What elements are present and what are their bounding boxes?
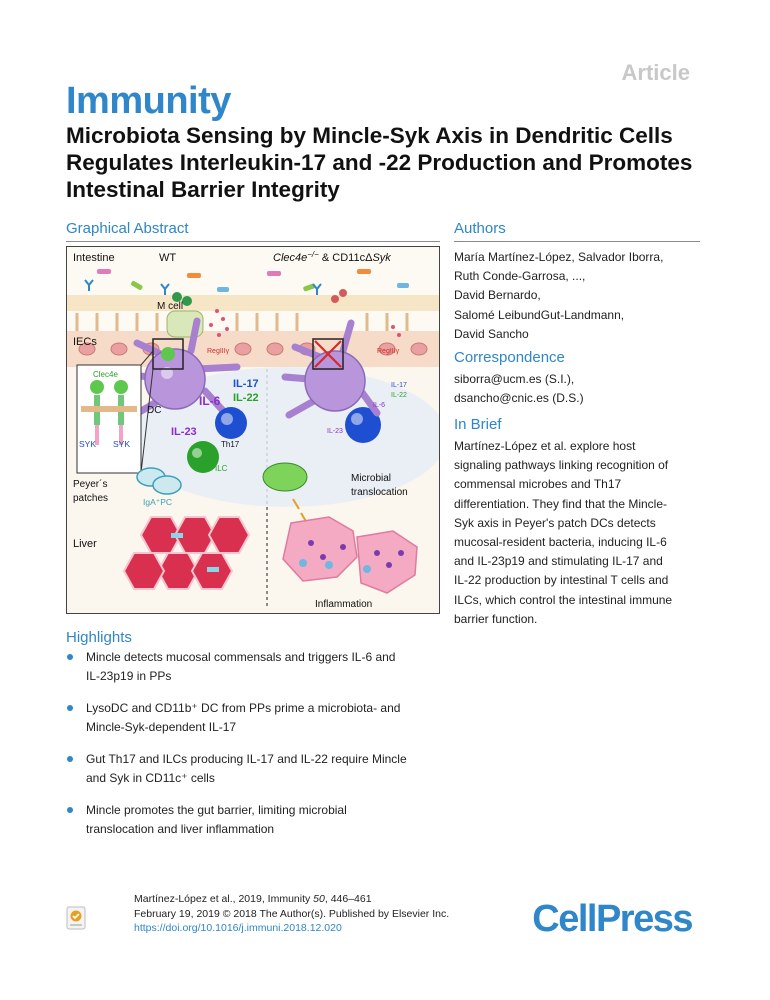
label-il22: IL-22	[233, 392, 259, 404]
label-peyers-1: Peyer´s	[73, 479, 108, 490]
correspondence-heading: Correspondence	[454, 349, 565, 366]
label-liver: Liver	[73, 538, 97, 550]
label-il23-small: IL-23	[327, 428, 343, 435]
in-brief-text	[454, 437, 724, 629]
article-type-label: Article	[621, 60, 690, 85]
highlights-list	[66, 648, 438, 852]
graphical-abstract-illustration	[67, 247, 439, 613]
label-m-cell: M cell	[157, 301, 184, 312]
label-peyers-2: patches	[73, 493, 109, 504]
label-il22-small: IL-22	[391, 392, 407, 399]
journal-name: Immunity	[66, 80, 231, 122]
in-brief-heading: In Brief	[454, 416, 502, 433]
highlight-item: Mincle promotes the gut barrier, limiting microbial translocation and liver inflammation	[66, 801, 438, 838]
in-brief-line: IL-22 production by intestinal T cells and	[454, 573, 669, 588]
doi-link[interactable]: https://doi.org/10.1016/j.immuni.2018.12.020	[134, 922, 342, 934]
in-brief-line: commensal microbes and Th17	[454, 477, 622, 492]
mucus-layer	[67, 295, 439, 311]
author-line: Ruth Conde-Garrosa, ...,	[454, 269, 586, 284]
label-syk-right: SYK	[113, 439, 131, 449]
in-brief-line: mucosal-resident bacteria, inducing IL-6	[454, 535, 667, 550]
citation-block	[134, 892, 449, 936]
label-il17-small: IL-17	[391, 382, 407, 389]
bullet-icon	[67, 705, 73, 711]
graphical-abstract-figure	[66, 246, 440, 614]
author-line: David Bernardo,	[454, 288, 541, 303]
bullet-icon	[67, 807, 73, 813]
label-ko: Clec4e−/− & CD11cΔSyk	[273, 250, 391, 264]
highlights-heading: Highlights	[66, 629, 132, 646]
liver-inflamed-ko	[283, 517, 417, 593]
mincle-receptor-wt	[161, 347, 175, 361]
authors-rule	[454, 241, 700, 242]
label-dc: DC	[147, 405, 162, 416]
liver-dot-1	[171, 533, 183, 538]
correspondence-emails	[454, 370, 714, 408]
liver-hepatocytes-wt	[124, 517, 249, 589]
label-microbial-2: translocation	[351, 487, 408, 498]
highlight-item: Mincle detects mucosal commensals and triggers IL-6 and IL-23p19 in PPs	[66, 648, 438, 685]
in-brief-line: ILCs, which control the intestinal immune	[454, 592, 673, 607]
label-iecs: IECs	[73, 336, 97, 348]
authors-list	[454, 248, 714, 344]
email-line[interactable]: dsancho@cnic.es (D.S.)	[454, 391, 584, 406]
author-line: David Sancho	[454, 326, 529, 341]
bullet-icon	[67, 756, 73, 762]
article-title: Microbiota Sensing by Mincle-Syk Axis in Dendritic Cells Regulates Interleukin-17 and -22 Production and Promotes Intestinal Barrier Integrity	[66, 123, 693, 202]
label-regiii-right: RegIIIγ	[377, 348, 400, 355]
in-brief-line: differentiation. They find that the Mincle-	[454, 496, 668, 511]
label-microbial-1: Microbial	[351, 473, 392, 484]
label-il6-small: IL-6	[373, 402, 386, 409]
in-brief-line: Martínez-López et al. explore host	[454, 439, 636, 453]
label-th17: Th17	[221, 440, 240, 449]
liver-dot-2	[207, 567, 219, 572]
mincle-syk-inset	[77, 365, 141, 473]
label-wt: WT	[159, 252, 177, 264]
in-brief-line: barrier function.	[454, 611, 538, 626]
ilc-cell-ko	[263, 463, 307, 491]
citation-line: Martínez-López et al., 2019, Immunity 50, 446–461	[134, 893, 372, 905]
label-inflammation: Inflammation	[315, 599, 373, 610]
label-syk-left: SYK	[79, 439, 97, 449]
label-regiii-left: RegIIIγ	[207, 348, 230, 355]
label-il17: IL-17	[233, 378, 259, 390]
label-ilc: ILC	[215, 464, 228, 473]
in-brief-line: and IL-23p19 and stimulating IL-17 and	[454, 554, 663, 569]
ilc-highlight-wt	[192, 448, 202, 458]
graphical-abstract-rule	[66, 241, 440, 242]
in-brief-line: Syk axis in Peyer's patch DCs detects	[454, 515, 656, 530]
in-brief-line: signaling pathways linking recognition of	[454, 458, 669, 473]
copyright-line: February 19, 2019 © 2018 The Author(s). Published by Elsevier Inc.	[134, 907, 450, 920]
author-line: María Martínez-López, Salvador Iborra,	[454, 250, 664, 264]
check-for-updates-icon[interactable]	[66, 906, 86, 930]
highlight-item: LysoDC and CD11b⁺ DC from PPs prime a microbiota- and Mincle-Syk-dependent IL-17	[66, 699, 438, 736]
authors-heading: Authors	[454, 220, 506, 237]
label-intestine: Intestine	[73, 252, 115, 264]
cellpress-logo: CellPress	[532, 898, 692, 940]
graphical-abstract-heading: Graphical Abstract	[66, 220, 189, 237]
th17-highlight-ko	[351, 413, 363, 425]
th17-highlight-wt	[221, 413, 233, 425]
label-il6: IL-6	[199, 394, 221, 408]
label-il23: IL-23	[171, 426, 197, 438]
label-clec4e: Clec4e	[93, 370, 118, 379]
author-line: Salomé LeibundGut-Landmann,	[454, 307, 625, 322]
highlight-item: Gut Th17 and ILCs producing IL-17 and IL-22 require Mincle and Syk in CD11c⁺ cells	[66, 750, 438, 787]
label-iga-pc: IgA⁺PC	[143, 497, 173, 507]
bullet-icon	[67, 654, 73, 660]
email-line[interactable]: siborra@ucm.es (S.I.),	[454, 372, 575, 386]
